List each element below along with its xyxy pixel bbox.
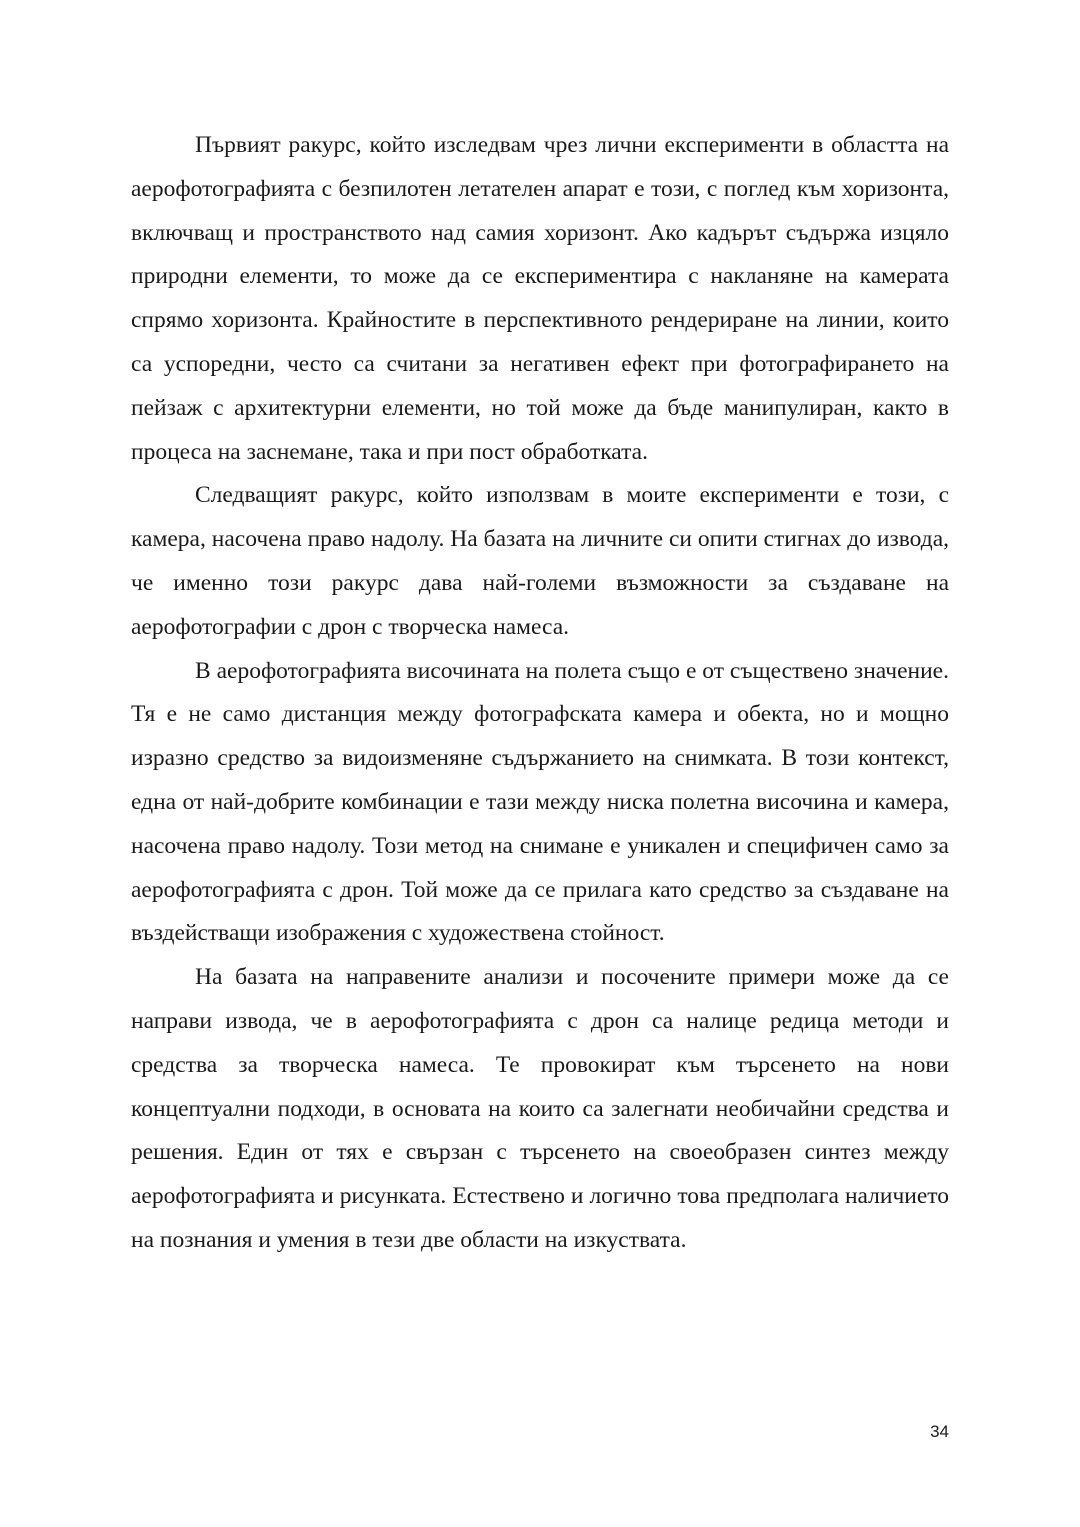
body-text bbox=[131, 124, 949, 1263]
paragraph-1: Първият ракурс, който изследвам чрез лични експерименти в областта на аерофотографията с безпилотен летателен апарат е този, с поглед към хоризонта, включващ и пространството над самия хоризонт. Ако кадърът съдържа изцяло природни елементи, то може да се експериментира с накланяне на камерата спрямо хоризонта. Крайностите в перспективното рендериране на линии, които са успоредни, често са считани за негативен ефект при фотографирането на пейзаж с архитектурни елементи, но той може да бъде манипулиран, както в процеса на заснемане, така и при пост обработката. bbox=[131, 132, 949, 465]
paragraph-4: На базата на направените анализи и посочените примери може да се направи извода, че в аерофотографията с дрон са налице редица методи и средства за творческа намеса. Те провокират към търсенето на нови концептуални подходи, в основата на които са залегнати необичайни средства и решения. Един от тях е свързан с търсенето на своеобразен синтез между аерофотографията и рисунката. Естествено и логично това предполага наличието на познания и умения в тези две области на изкуствата. bbox=[131, 964, 949, 1253]
paragraph-3: В аерофотографията височината на полета също е от съществено значение. Тя е не само дистанция между фотографската камера и обекта, но и мощно изразно средство за видоизменяне съдържанието на снимката. В този контекст, една от най-добрите комбинации е тази между ниска полетна височина и камера, насочена право надолу. Този метод на снимане е уникален и специфичен само за аерофотографията с дрон. Той може да се прилага като средство за създаване на въздействащи изображения с художествена стойност. bbox=[131, 657, 949, 947]
page-number: 34 bbox=[930, 1422, 949, 1441]
paragraph-2: Следващият ракурс, който използвам в моите експерименти е този, с камера, насочена право надолу. На базата на личните си опити стигнах до извода, че именно този ракурс дава най-големи възможности за създаване на аерофотографии с дрон с творческа намеса. bbox=[131, 482, 949, 640]
